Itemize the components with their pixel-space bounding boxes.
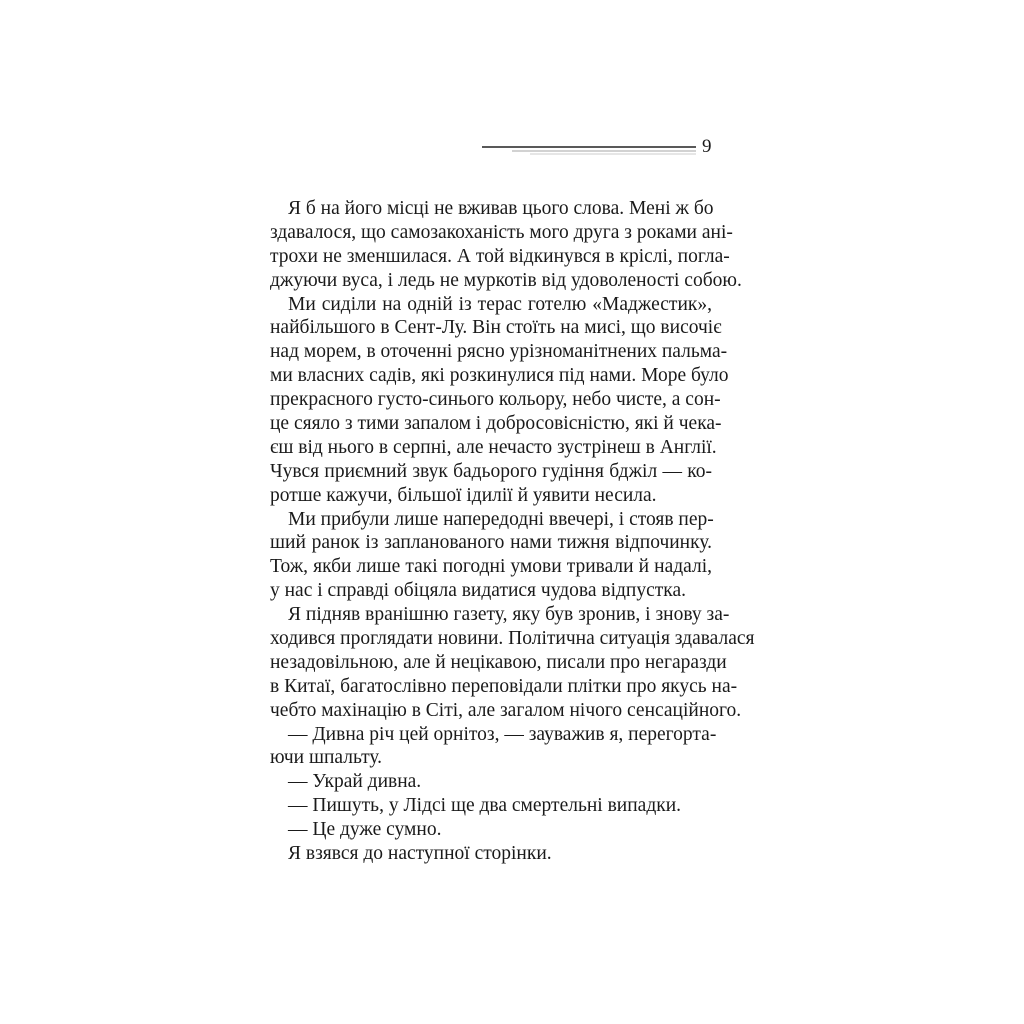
page-number: 9 (702, 136, 712, 157)
text-line: у нас і справді обіцяла видатися чудова відпустка. (270, 580, 686, 602)
text-line: — Украй дивна. (288, 771, 422, 793)
text-line: джуючи вуса, і ледь не муркотів від удоволеності собою. (270, 269, 742, 291)
text-line: в Китаї, багатослівно переповідали плітки про якусь на- (270, 675, 738, 697)
text-line: ючи шпальту. (270, 747, 383, 769)
text-line: Тож, якби лише такі погодні умови тривали й надалі, (270, 556, 712, 578)
text-line: незадовільною, але й нецікавою, писали про негаразди (270, 651, 727, 673)
text-line: — Дивна річ цей орнітоз, — зауважив я, перегорта- (288, 723, 717, 745)
text-line: чебто махінацію в Сіті, але загалом нічого сенсаційного. (270, 699, 742, 721)
text-line: Я взявся до наступної сторінки. (288, 843, 552, 865)
text-line: — Пишуть, у Лідсі ще два смертельні випадки. (288, 795, 682, 817)
text-line: Ми прибули лише напередодні ввечері, і стояв пер- (288, 508, 714, 530)
text-line: ми власних садів, які розкинулися під нами. Море було (270, 365, 729, 387)
header-rule-ornament (482, 140, 696, 158)
text-line: ходився проглядати новини. Політична ситуація здавалася (270, 628, 755, 650)
text-line: це сяяло з тими запалом і добросовісністю, які й чека- (270, 413, 722, 435)
text-line: найбільшого в Сент-Лу. Він стоїть на мисі, що височіє (270, 317, 722, 339)
text-line: Я б на його місці не вживав цього слова. Мені ж бо (288, 198, 714, 219)
text-line: — Це дуже сумно. (288, 819, 442, 841)
text-line: прекрасного густо-синього кольору, небо чисте, а сон- (270, 389, 721, 411)
text-line: Чувся приємний звук бадьорого гудіння бджіл — ко- (270, 460, 712, 482)
text-line: трохи не зменшилася. А той відкинувся в кріслі, погла- (270, 245, 730, 267)
text-line: Ми сиділи на одній із терас готелю «Маджестик», (288, 293, 712, 315)
text-line: ший ранок із запланованого нами тижня відпочинку. (270, 532, 712, 554)
running-header (482, 136, 714, 162)
text-line: над морем, в оточенні рясно урізноманітнених пальма- (270, 341, 728, 363)
text-line: Я підняв вранішню газету, яку був зронив, і знову за- (288, 604, 730, 626)
text-line: здавалося, що самозакоханість мого друга з роками ані- (270, 221, 733, 243)
text-line: ротше кажучи, більшої ідилії й уявити несила. (270, 484, 657, 506)
body-text (270, 197, 755, 866)
text-line: єш від нього в серпні, але нечасто зустрінеш в Англії. (270, 436, 717, 458)
